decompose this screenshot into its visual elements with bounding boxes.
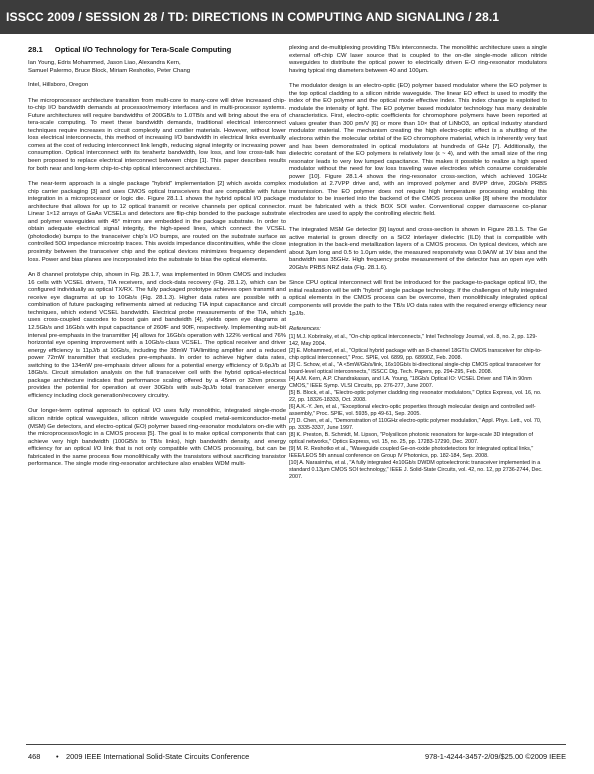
body-paragraph-3: An 8 channel prototype chip, shown in Fig. 28.1.7, was implemented in 90nm CMOS and includes 16 cells with VCSEL drivers, TIA receivers, and clock-data recovery (Fig. 28.1.2), which can be configured individually as optical TX/RX. The fully packaged prototype achieves open transmit and receive eye diagrams at up to 10Gb/s (Fig. 28.1.3). Higher data rates are possible with a combination of future packaging refinements aimed at reducing TIA input capacitance and circuit techniques, which extend VCSEL bandwidth. Electrical probe measurements of the TIA, which uses cross-coupled cascodes to boost gain and bandwidth [4], yields open eye diagrams at 12.5Gb/s and 16Gb/s with input capacitance of 260fF and 90fF, respectively. Implementing sub-bit interval pre-emphasis in the transmitter [4] allows for 16Gb/s operation with 122% vertical and 76% horizontal eye opening improvement with a 10Gb/s-class VCSEL. The optical receiver and driver energy efficiency is 11pJ/b at 10Gb/s, including the 38mW TIA/limiting amplifier and a reduced power 72mW transmitter that excludes pre-emphasis. In order to achieve higher data rates, switching to the 134mW pre-emphasis driver allows for a potential energy efficiency of 9.6pJ/b at 18Gb/s. Circuit simulation analysis on the full transceiver cell with the hybrid optical-electrical package architecture indicates that performance scaling offered by a 45nm or 32nm process provides the potential for operation at over 30Gb/s with sub-3pJ/b total transceiver energy efficiency including clock generation/recovery circuitry.	[28, 272, 286, 399]
reference-10: [10] A. Narasimha, et al., "A fully integrated 4x10Gb/s DWDM optoelectronic transceiver implemented in a standard 0.13μm CMOS SOI technology," IEEE J. Solid-State Circuits, vol. 42, no. 12, pp 2736-2744, Dec. 2007.	[289, 459, 543, 480]
affiliation: Intel, Hillsboro, Oregon	[28, 82, 89, 89]
reference-1: [1] M.J. Kobrinsky, et al., "On-chip optical interconnects," Intel Technology Journal, vol. 8, no. 2, pp. 129-142, May 2004.	[289, 333, 538, 347]
reference-8: [8] K. Preston, B. Schmidt, M. Lipson, "Polysilicon photonic resonators for large-scale 3D integration of optical networks," Optics Express, vol. 15, no. 25, pp. 17283-17290, Dec. 2007.	[289, 431, 534, 445]
page-number: 468	[28, 752, 41, 761]
paper-title	[28, 45, 286, 54]
right-column	[289, 45, 547, 481]
authors-line-2: Samuel Palermo, Bruce Block, Miriam Reshotko, Peter Chang	[28, 67, 191, 74]
footer-bullet: •	[56, 752, 59, 761]
session-header-title: ISSCC 2009 / SESSION 28 / TD: DIRECTIONS IN COMPUTING AND SIGNALING / 28.1	[6, 10, 500, 24]
authors-line-1: Ian Young, Edris Mohammed, Jason Liao, Alexandra Kern,	[28, 60, 181, 66]
paper-number: 28.1	[28, 45, 43, 54]
body-paragraph-5: plexing and de-multiplexing providing TB/s interconnects. The monolithic architecture uses a single external off-chip CW laser source that is coupled to the on-die single-mode silicon nitride waveguides to distribute the optical power to electrically driven E-O ring-resonator modulators having typical ring diameters between 40 and 100μm.	[289, 45, 547, 74]
paper-title-text: Optical I/O Technology for Tera-Scale Computing	[54, 45, 232, 54]
references-heading: References:	[289, 326, 321, 333]
conference-name: 2009 IEEE International Solid-State Circuits Conference	[66, 752, 250, 761]
body-paragraph-6: The modulator design is an electro-optic (EO) polymer based modulator where the EO polymer is the top optical cladding to a silicon nitride waveguide. The linear EO effect is used to modify the index of the EO polymer and the optical mode effective index. This index change is exploited to modulate the intensity of light. The EO polymer based modulator technology has many desirable characteristics. First, electro-optic coefficients for chromophore polymers have been reported at values greater than 300 pm/V [6] or more than 10× that of LiNbO3, an optical industry standard modulator material. The mechanism creating the high electro-optic effect is a shuttling of the electrons within the molecular orbital of the EO chromophore material, which is inherently very fast and has been demonstrated in optical modulators at hundreds of GHz [7]. Additionally, the dielectric constant of the EO polymers is relatively low (ε ~ 4), and with the small size of the ring resonator leads to very low lumped capacitance. This makes it possible to realize a high speed modulator without the need for low loss traveling wave electrodes which consume considerable power [10]. Figure 28.1.4 shows the ring-resonator cross-section, which achieved 10GHz modulation at 2.7VPP drive and, with an improved polymer and 8VPP drive, 20Gb/s PRBS transmission. The EO polymer does not require high temperature processing enabling this modulator to be inserted into the backend of the CMOS process unlike [8] where the modulator must be fabricated with a thick BOX SOI wafer. Conventional copper damascene co-planar electrodes are used to apply the controlling electric field.	[289, 83, 547, 218]
body-paragraph-1: The microprocessor architecture transition from multi-core to many-core will drive increased chip-to-chip I/O bandwidth demands at processor/memory interfaces and in multi-processor systems. Future architectures will require bandwidths of 200GB/s to 1.0TB/s and will bring about the era of tera-scale computing. To meet these bandwidth demands, traditional electrical interconnect techniques require increases in circuit complexity and costlier materials. However, without lower loss electrical interconnects, this method of increasing I/O bandwidth in electrical links eventually comes at the cost of reducing interconnect link length, reducing signal integrity or increasing power consumption. Optical interconnect with its terahertz bandwidth, low loss, and low cross-talk has been proposed to replace electrical interconnect between chips [1]. This paper describes results for both near and long-term chip-to-chip optical interconnect architectures.	[28, 97, 286, 172]
left-column	[28, 45, 286, 477]
body-paragraph-2: The near-term approach is a single package "hybrid" implementation [2] which avoids complex chip carrier packaging [3] and uses CMOS optical transceivers that are compatible with future integration in a microprocessor or logic die. Figure 28.1.1 shows the hybrid optical I/O package architecture that allows for up to 12 optical transmit or receive channels per optical connector. Linear 1×12 arrays of GaAs VCSELs and detectors are flip-chip bonded to the package substrate and polymer waveguides with 45° mirrors are embedded in the package substrate. In order to obtain adequate electrical signal integrity, the high-speed lines, which connect the VCSEL (photodiode) bumps to the transceiver chip's I/O bumps, are routed on the substrate surface as controlled 50Ω impedance microstrip traces. This avoids impedance discontinuities, while the close proximity between the transceiver chip and the optical devices minimizes frequency dependent loss. Power and bias planes are incorporated into the substrate to bias the optical elements.	[28, 181, 286, 263]
reference-3: [3] C. Schow, et al., "A <5mW/Gb/s/link, 16x10Gb/s bi-directional single-chip CMOS optical transceiver for board-level optical interconnects," ISSCC Dig. Tech. Papers, pp. 294-295, Feb. 2008.	[289, 361, 541, 375]
header-bar	[0, 0, 594, 34]
reference-7: [7] D. Chen, et al., "Demonstration of 110GHz electro-optic polymer modulation," Appl. Phys. Lett., vol. 70, pp. 3335-3337, June 1997.	[289, 417, 542, 431]
reference-5: [5] B. Block, et al., "Electro-optic polymer cladding ring resonator modulators," Optics Express, vol. 16, no. 22, pp. 18326-18333, Oct. 2008.	[289, 389, 542, 403]
isbn-copyright: 978-1-4244-3457-2/09/$25.00 ©2009 IEEE	[424, 752, 566, 761]
reference-2: [2] E. Mohammed, et al., "Optical hybrid package with an 8-channel 18GT/s CMOS transceiver for chip-to-chip optical interconnect," Proc. SPIE, vol. 6899, pp. 68990Z, Feb. 2008.	[289, 347, 542, 361]
reference-4: [4] A.M. Kern, A.P. Chandrakasan, and I.A. Young, "18Gb/s Optical IO: VCSEL Driver and TIA in 90nm CMOS," IEEE Symp. VLSI Circuits, pp. 276-277, June 2007.	[289, 375, 532, 389]
body-paragraph-7: The integrated MSM Ge detector [9] layout and cross-section is shown in Figure 28.1.5. The Ge active material is grown directly on a SiO2 interlayer dielectric (ILD) that is compatible with integration in the back-end metallization layers of a CMOS process. On typical devices, which are about 3μm long and 0.5 to 1.0μm wide, the measured responsivity was 0.9A/W at 1V bias and the bandwidth was 35GHz. High frequency probe measurement of the detector has an open eye with 20Gb/s PRBS NRZ data (Fig. 28.1.6).	[289, 227, 547, 271]
footer-rule	[26, 744, 566, 745]
body-paragraph-8: Since CPU optical interconnect will first be introduced for the package-to-package optical I/O, the initial realization will be with "hybrid" single package technology. If the challenges of fully integrated optical elements in the CMOS process can be overcome, then monolithically integrated optical components will provide the path to the TB/s I/O data rates with the required energy efficiency near 1pJ/b.	[289, 280, 547, 317]
authors	[28, 60, 286, 75]
body-paragraph-4: Our longer-term optimal approach to optical I/O uses fully monolithic, integrated single-mode silicon nitride optical waveguides, silicon nitride waveguide coupled metal-semiconductor-metal (MSM) Ge detectors, and electro-optical (EO) polymer based ring-resonator modulators on-die with the microprocessor/logic in a CMOS process [5]. The goal is to make optical components that can achieve very high bandwidth (100GB/s to TB/s links), high bandwidth density, and energy efficiency for an optical I/O link that is not only compatible with CMOS processing, but can be fabricated in the same process flow monolithically with the transistors without sacrificing transistor performance. The single mode ring-resonator architecture also enables WDM multi-	[28, 408, 286, 468]
reference-6: [6] A.K.-Y. Jen, et al., "Exceptional electro-optic properties through molecular design and controlled self-assembly," Proc. SPIE, vol. 5935, pp 49-61, Sep. 2005.	[289, 403, 536, 417]
reference-9: [9] M. R. Reshotko et al., "Waveguide coupled Ge-on-oxide photodetectors for integrated optical links," IEEE/LEOS 5th annual conference on Group IV Photonics, pp. 182-184, Sep. 2008.	[289, 445, 534, 459]
